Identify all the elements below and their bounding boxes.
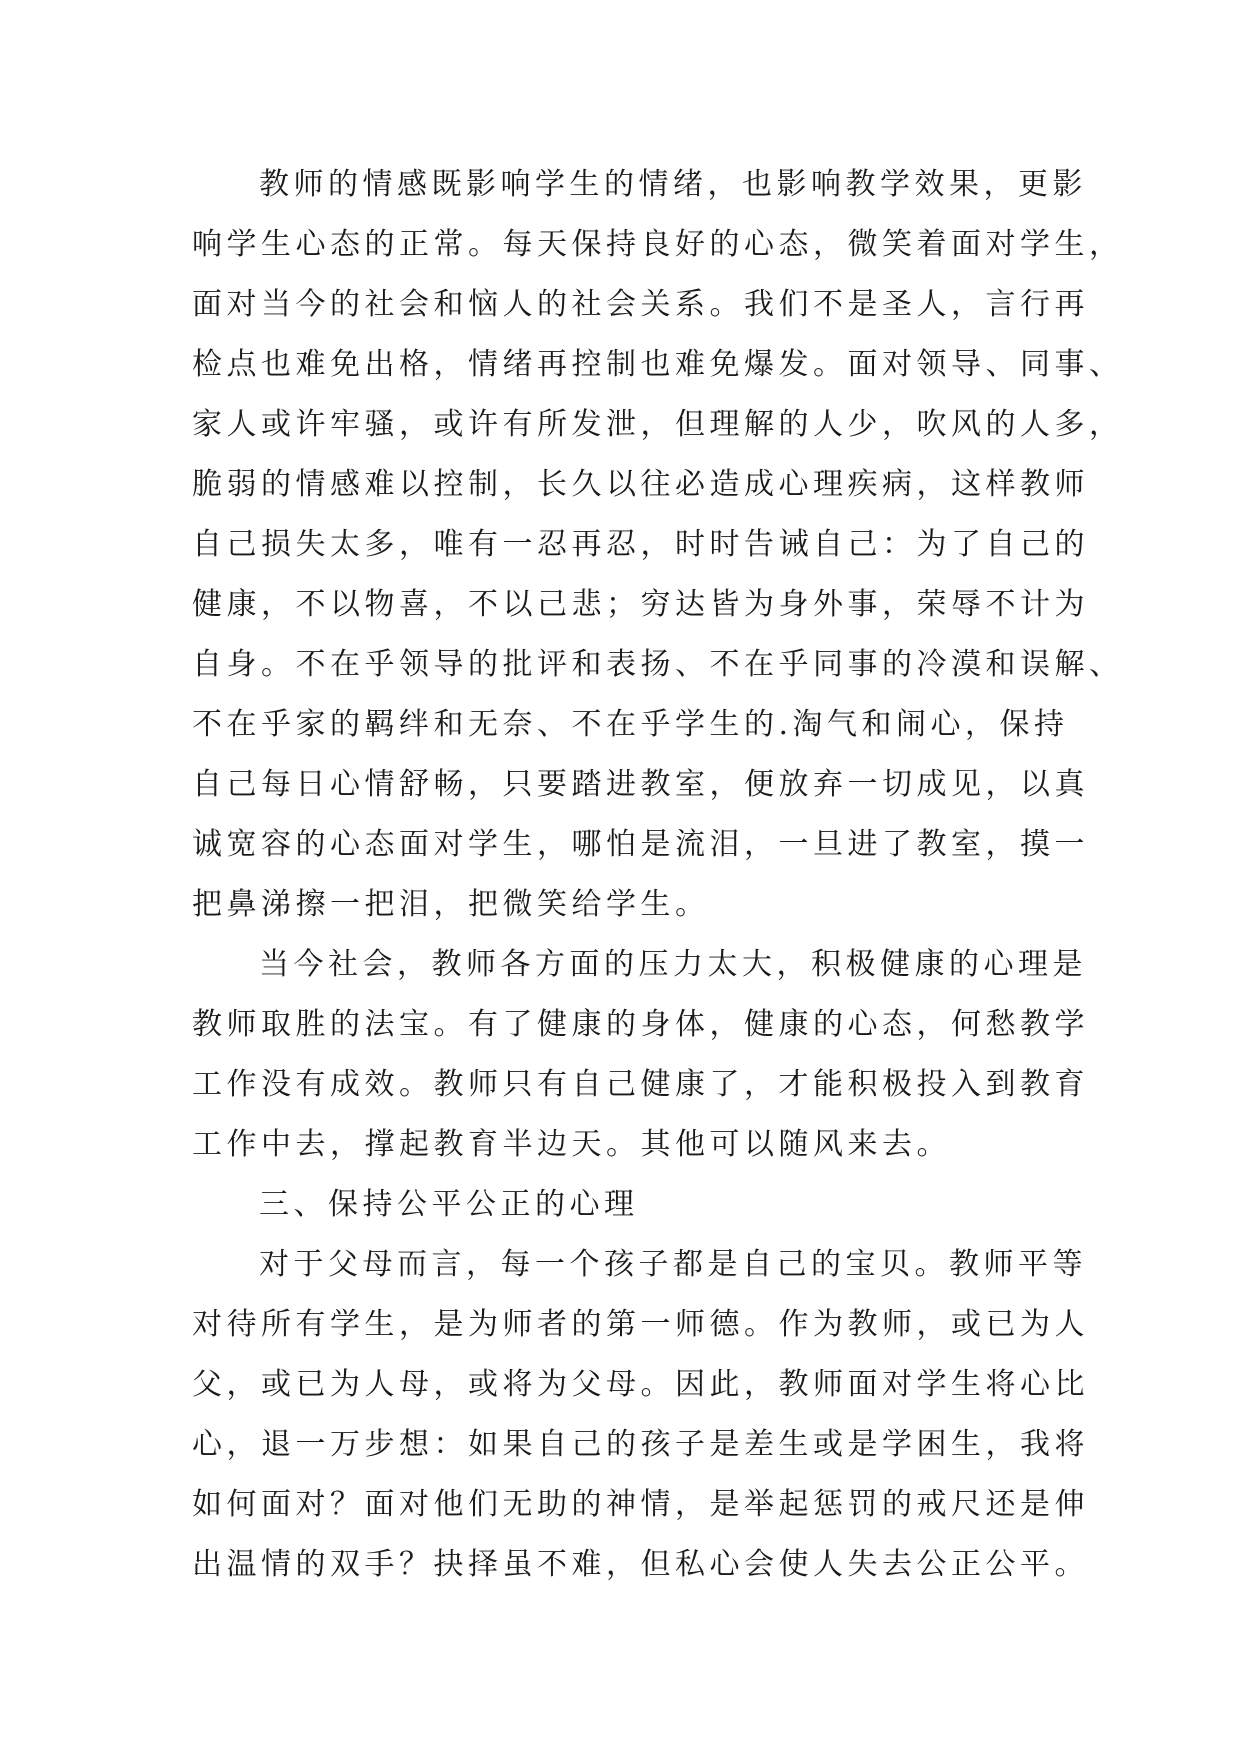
paragraph-line: 对待所有学生，是为师者的第一师德。作为教师，或已为人 [192, 1307, 1089, 1342]
paragraph-line: 教师的情感既影响学生的情绪，也影响教学效果，更影 [259, 167, 1087, 202]
paragraph-line: 面对当今的社会和恼人的社会关系。我们不是圣人，言行再 [192, 287, 1089, 322]
paragraph-line: 心，退一万步想：如果自己的孩子是差生或是学困生，我将 [192, 1427, 1089, 1462]
paragraph-line: 出温情的双手？抉择虽不难，但私心会使人失去公正公平。 [192, 1547, 1089, 1582]
section-heading-fairness [192, 1175, 1052, 1235]
paragraph-line: 自己每日心情舒畅，只要踏进教室，便放弃一切成见，以真 [192, 767, 1089, 802]
paragraph-line: 把鼻涕擦一把泪，把微笑给学生。 [192, 887, 710, 922]
paragraph-line: 脆弱的情感难以控制，长久以往必造成心理疾病，这样教师 [192, 467, 1089, 502]
paragraph-line: 健康，不以物喜，不以己悲；穷达皆为身外事，荣辱不计为 [192, 587, 1089, 622]
paragraph-line: 当今社会，教师各方面的压力太大，积极健康的心理是 [259, 947, 1087, 982]
paragraph-teacher-emotions [192, 155, 1124, 935]
paragraph-fair-treatment [192, 1235, 1089, 1595]
document-body [192, 155, 1124, 1595]
paragraph-line: 如何面对？面对他们无助的神情，是举起惩罚的戒尺还是伸 [192, 1487, 1089, 1522]
paragraph-line: 教师取胜的法宝。有了健康的身体，健康的心态，何愁教学 [192, 1007, 1089, 1042]
paragraph-line: 响学生心态的正常。每天保持良好的心态，微笑着面对学生， [192, 227, 1124, 262]
paragraph-line: 工作中去，撑起教育半边天。其他可以随风来去。 [192, 1127, 951, 1162]
paragraph-line: 父，或已为人母，或将为父母。因此，教师面对学生将心比 [192, 1367, 1089, 1402]
paragraph-line: 不在乎家的羁绊和无奈、不在乎学生的.淘气和闹心，保持 [192, 707, 1069, 742]
paragraph-line: 自己损失太多，唯有一忍再忍，时时告诫自己：为了自己的 [192, 527, 1089, 562]
paragraph-line: 家人或许牢骚，或许有所发泄，但理解的人少，吹风的人多， [192, 407, 1124, 442]
paragraph-line: 诚宽容的心态面对学生，哪怕是流泪，一旦进了教室，摸一 [192, 827, 1089, 862]
paragraph-line: 对于父母而言，每一个孩子都是自己的宝贝。教师平等 [259, 1247, 1087, 1282]
paragraph-social-pressure [192, 935, 1089, 1175]
paragraph-line: 检点也难免出格，情绪再控制也难免爆发。面对领导、同事、 [192, 347, 1124, 382]
paragraph-line: 工作没有成效。教师只有自己健康了，才能积极投入到教育 [192, 1067, 1089, 1102]
section-heading: 三、保持公平公正的心理 [259, 1187, 639, 1222]
paragraph-line: 自身。不在乎领导的批评和表扬、不在乎同事的冷漠和误解、 [192, 647, 1124, 682]
